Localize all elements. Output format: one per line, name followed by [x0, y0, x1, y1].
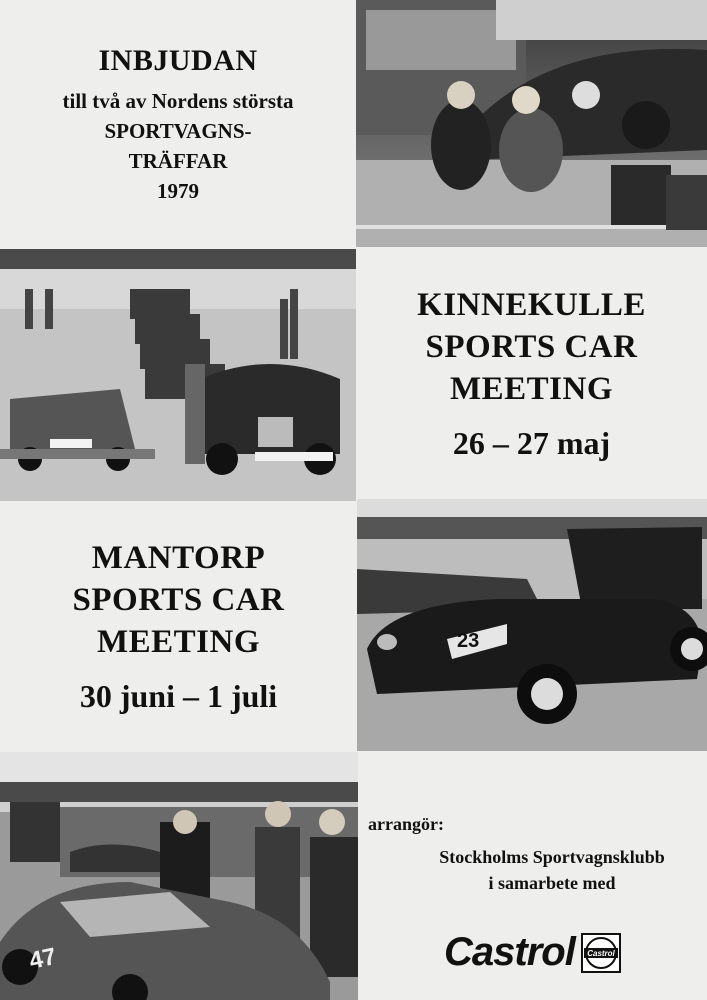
photo-cars-lined-up-image [0, 249, 356, 501]
organizer-block [358, 752, 707, 1000]
photo-cars-lined-up [0, 249, 356, 501]
kinnekulle-block [356, 249, 707, 499]
organizer-club-block [422, 844, 682, 896]
kinnekulle-title-line-2: SPORTS CAR [425, 329, 638, 365]
kinnekulle-title-line-3: MEETING [449, 371, 614, 407]
organizer-label: arrangör: [368, 814, 444, 834]
photo-race-car-23 [357, 499, 707, 751]
mantorp-date: 30 juni – 1 juli [79, 677, 278, 714]
photo-race-car-47-image [0, 752, 358, 1000]
invitation-line-3: TRÄFFAR [128, 148, 228, 173]
invitation-block [0, 0, 356, 249]
organizer-cooperation: i samarbete med [488, 873, 616, 893]
kinnekulle-date: 26 – 27 maj [452, 425, 611, 461]
photo-race-car-23-image [357, 499, 707, 751]
race-number-23: 23 [457, 630, 480, 652]
mantorp-block [0, 501, 357, 752]
invitation-line-2: SPORTVAGNS- [104, 118, 252, 143]
organizer-club-name: Stockholms Sportvagnsklubb [439, 847, 665, 867]
mantorp-title-line-1: MANTORP [91, 539, 266, 576]
castrol-logo [444, 930, 621, 975]
photo-parking-lot-people-image [356, 0, 707, 247]
mantorp-title-line-2: SPORTS CAR [72, 581, 285, 618]
race-number-47: 47 [26, 942, 59, 975]
invitation-line-1: till två av Nordens största [62, 88, 294, 113]
photo-race-car-47 [0, 752, 358, 1000]
kinnekulle-title-line-1: KINNEKULLE [417, 287, 646, 323]
photo-parking-lot-people [356, 0, 707, 247]
invitation-title: INBJUDAN [98, 43, 258, 77]
mantorp-title-line-3: MEETING [96, 623, 261, 660]
castrol-badge-text: Castrol [587, 948, 615, 958]
invitation-year: 1979 [157, 178, 199, 203]
castrol-badge-icon [581, 933, 621, 973]
castrol-wordmark: Castrol [444, 930, 575, 974]
